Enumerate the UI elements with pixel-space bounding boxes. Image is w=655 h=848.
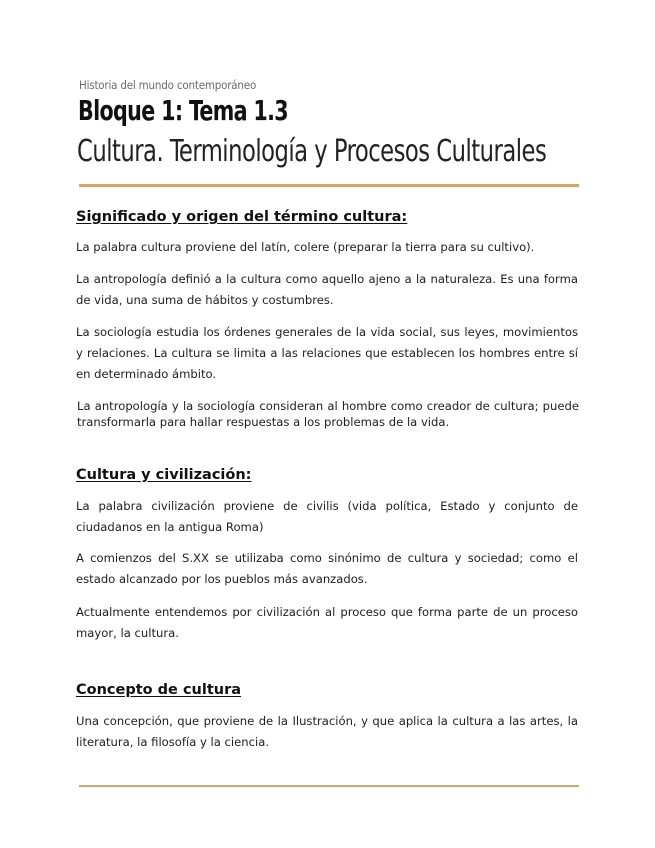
paragraph: La antropología definió a la cultura como aquello ajeno a la naturaleza. Es una forma de vida, una suma de hábitos y costumbres. xyxy=(76,272,578,307)
section-heading-civilizacion: Cultura y civilización: xyxy=(76,467,252,483)
header-divider xyxy=(79,184,579,187)
page-subtitle: Cultura. Terminología y Procesos Culturales xyxy=(77,134,547,169)
footer-divider xyxy=(79,785,579,787)
section-heading-concepto: Concepto de cultura xyxy=(76,682,242,698)
section-heading-significado: Significado y origen del término cultura: xyxy=(76,209,408,225)
paragraph: A comienzos del S.XX se utilizaba como sinónimo de cultura y sociedad; como el estado alcanzado por los pueblos más avanzados. xyxy=(76,551,578,586)
paragraph: La sociología estudia los órdenes generales de la vida social, sus leyes, movimientos y relaciones. La cultura se limita a las relaciones que establecen los hombres entre sí en determinado ámbito. xyxy=(76,325,578,381)
page-title: Bloque 1: Tema 1.3 xyxy=(78,94,289,127)
paragraph: Una concepción, que proviene de la Ilustración, y que aplica la cultura a las artes, la literatura, la filosofía y la ciencia. xyxy=(76,714,578,749)
paragraph: La palabra cultura proviene del latín, colere (preparar la tierra para su cultivo). xyxy=(76,240,535,254)
course-supertitle: Historia del mundo contemporáneo xyxy=(79,78,257,92)
paragraph: Actualmente entendemos por civilización al proceso que forma parte de un proceso mayor, la cultura. xyxy=(76,605,578,640)
paragraph: La antropología y la sociología consideran al hombre como creador de cultura; puede transformarla para hallar respuestas a los problemas de la vida. xyxy=(77,399,579,429)
paragraph: La palabra civilización proviene de civilis (vida política, Estado y conjunto de ciudadanos en la antigua Roma) xyxy=(76,499,578,534)
